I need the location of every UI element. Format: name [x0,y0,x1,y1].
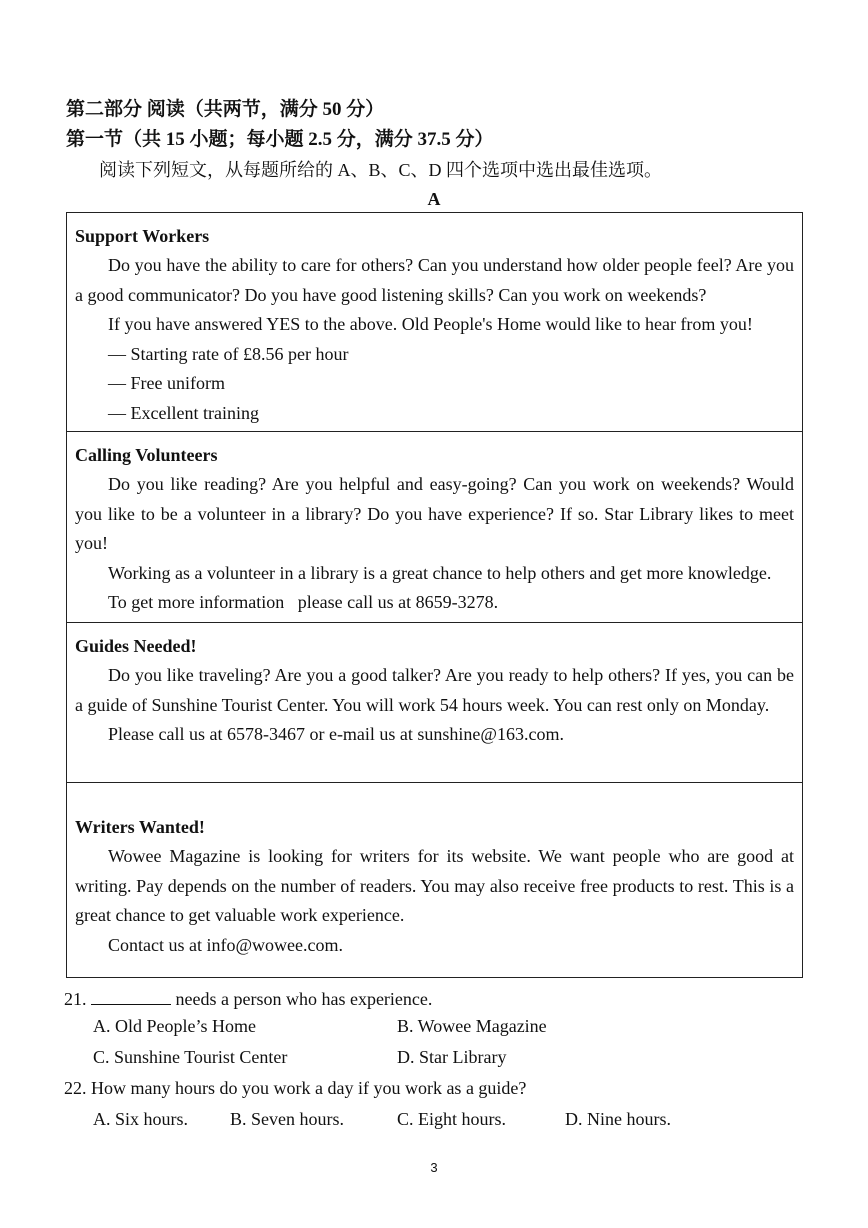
passage-label: A [427,189,441,209]
ad-paragraph: Do you like reading? Are you helpful and easy-going? Can you work on weekends? Would you like to be a volunteer in a library? Do you have experience? If so. Star Library likes to meet you! [75,474,794,553]
ad-title: Support Workers [75,226,210,246]
ad-calling-volunteers [67,431,802,622]
ad-paragraph: Contact us at info@wowee.com. [108,934,344,955]
ad-support-workers [67,213,802,431]
ad-paragraph: To get more information please call us at 8659-3278. [108,592,499,612]
option-21-c[interactable]: C. Sunshine Tourist Center [93,1047,288,1067]
question-number: 22. [64,1078,87,1098]
option-22-d[interactable]: D. Nine hours. [565,1109,671,1129]
question-21 [64,987,432,1011]
question-stem: needs a person who has experience. [175,989,433,1009]
ad-paragraph: Do you like traveling? Are you a good talker? Are you ready to help others? If yes, you can be a guide of Sunshine Tourist Center. You will work 54 hours week. You can rest only on Monday. [75,665,794,715]
ad-writers-wanted [67,782,802,977]
option-21-b[interactable]: B. Wowee Magazine [397,1016,547,1036]
question-22 [64,1076,526,1100]
ad-title: Writers Wanted! [75,817,205,837]
option-21-d[interactable]: D. Star Library [397,1047,507,1067]
instruction: 阅读下列短文，从每题所给的 A、B、C、D 四个选项中选出最佳选项。 [99,160,663,180]
ads-box [66,212,803,978]
question-stem: How many hours do you work a day if you work as a guide? [91,1078,527,1098]
page-number: 3 [430,1160,438,1175]
subsection-title: 第一节（共 15 小题；每小题 2.5 分，满分 37.5 分） [66,129,494,150]
option-22-c[interactable]: C. Eight hours. [397,1109,507,1129]
ad-paragraph: Do you have the ability to care for others? Can you understand how older people feel? Are you a good communicator? Do you have good listening skills? Can you work on weekends? [75,255,794,305]
answer-blank [91,990,171,1005]
perk-item: — Excellent training [108,402,259,423]
perk-item: — Starting rate of £8.56 per hour [108,343,349,364]
option-22-b[interactable]: B. Seven hours. [230,1109,344,1129]
option-21-a[interactable]: A. Old People’s Home [93,1016,256,1036]
ad-paragraph: Working as a volunteer in a library is a great chance to help others and get more knowledge. [108,562,772,583]
part-title: 第二部分 阅读（共两节，满分 50 分） [66,99,385,120]
option-22-a[interactable]: A. Six hours. [93,1109,189,1129]
ad-guides-needed [67,622,802,782]
perk-item: — Free uniform [108,373,225,393]
ad-title: Guides Needed! [75,636,197,656]
question-number: 21. [64,989,87,1009]
ad-paragraph: Please call us at 6578-3467 or e-mail us at sunshine@163.com. [108,724,564,744]
ad-title: Calling Volunteers [75,445,218,465]
ad-paragraph: Wowee Magazine is looking for writers for its website. We want people who are good at writing. Pay depends on the number of readers. You may also receive free products to rest. This is a great chance to get valuable work experience. [75,846,794,925]
ad-paragraph: If you have answered YES to the above. Old People's Home would like to hear from you! [108,314,753,334]
